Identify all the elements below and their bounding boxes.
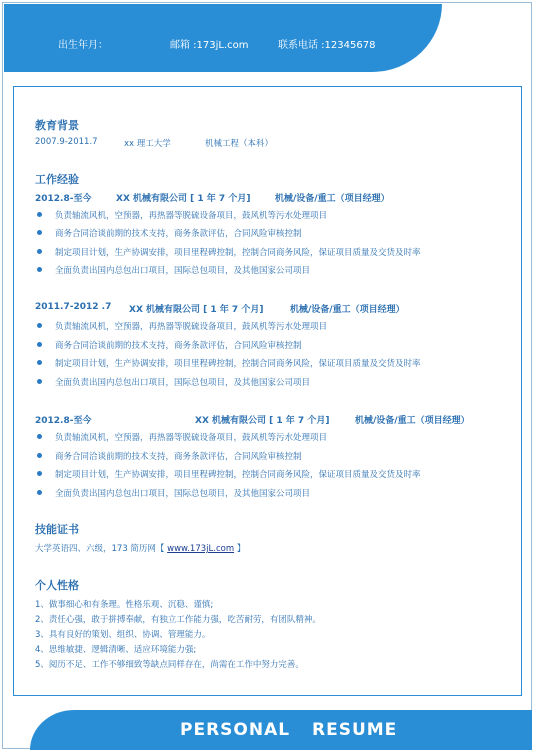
skills-text: 大学英语四、六级，173 简历网【 bbox=[35, 544, 165, 554]
job-period: 2011.7-2012 .7 bbox=[35, 302, 112, 312]
job-period: 2012.8-至今 bbox=[35, 194, 92, 204]
birth-field: 出生年月： bbox=[58, 40, 108, 51]
job-company: XX 机械有限公司 [ 1 年 7 个月] bbox=[116, 194, 251, 204]
phone-field: 联系电话 :12345678 bbox=[278, 40, 376, 51]
job-duty: 商务合同洽谈前期的技术支持，商务条款评估，合同风险审核控制 bbox=[55, 341, 302, 351]
job-duty: 全面负责出国内总包出口项目，国际总包项目，及其他国家公司项目 bbox=[55, 266, 311, 276]
job-duty: 全面负责出国内总包出口项目，国际总包项目，及其他国家公司项目 bbox=[55, 489, 311, 499]
bullet-dot bbox=[37, 230, 42, 235]
job-duty: 全面负责出国内总包出口项目，国际总包项目，及其他国家公司项目 bbox=[55, 378, 311, 388]
footer-word-resume: RESUME bbox=[312, 720, 398, 740]
bullet-dot bbox=[37, 212, 42, 217]
job-duty: 制定项目计划，生产协调安排，项目里程碑控制，控制合同商务风险，保证项目质量及交货及时率 bbox=[55, 470, 421, 480]
personality-title: 个人性格 bbox=[35, 579, 79, 592]
education-major: 机械工程（本科） bbox=[205, 139, 274, 149]
job-role: 机械/设备/重工（项目经理） bbox=[275, 194, 390, 204]
skills-close: 】 bbox=[236, 544, 246, 554]
skills-title: 技能证书 bbox=[35, 523, 79, 536]
bullet-dot bbox=[37, 471, 42, 476]
skills-link[interactable]: www.173jL.com bbox=[167, 544, 235, 554]
job-duty: 制定项目计划，生产协调安排，项目里程碑控制，控制合同商务风险，保证项目质量及交货及时率 bbox=[55, 359, 421, 369]
job-role: 机械/设备/重工（项目经理） bbox=[290, 305, 405, 315]
email-field: 邮箱 :173jL.com bbox=[170, 40, 249, 51]
job-duty: 负责轴流风机，空预器，再热器等脱硫设备项目，鼓风机等污水处理项目 bbox=[55, 433, 328, 443]
bullet-dot bbox=[37, 453, 42, 458]
job-duty: 负责轴流风机，空预器，再热器等脱硫设备项目，鼓风机等污水处理项目 bbox=[55, 211, 328, 221]
personality-item: 1、做事细心和有条理。性格乐观、沉稳、谨慎; bbox=[35, 600, 214, 610]
education-title: 教育背景 bbox=[35, 119, 79, 132]
education-school: xx 理工大学 bbox=[124, 139, 171, 149]
footer-word-personal: PERSONAL bbox=[180, 720, 291, 740]
job-duty: 制定项目计划，生产协调安排，项目里程碑控制，控制合同商务风险，保证项目质量及交货及时率 bbox=[55, 248, 421, 258]
bullet-dot bbox=[37, 249, 42, 254]
education-period: 2007.9-2011.7 bbox=[35, 137, 98, 147]
personality-item: 3、具有良好的策划、组织、协调、管理能力。 bbox=[35, 630, 211, 640]
bullet-dot bbox=[37, 267, 42, 272]
job-period: 2012.8-至今 bbox=[35, 416, 92, 426]
job-duty: 负责轴流风机，空预器，再热器等脱硫设备项目，鼓风机等污水处理项目 bbox=[55, 322, 328, 332]
bullet-dot bbox=[37, 434, 42, 439]
bullet-dot bbox=[37, 379, 42, 384]
work-title: 工作经验 bbox=[35, 173, 79, 186]
bullet-dot bbox=[37, 323, 42, 328]
job-duty: 商务合同洽谈前期的技术支持，商务条款评估，合同风险审核控制 bbox=[55, 452, 302, 462]
personality-item: 2、责任心强，敢于拼搏奉献，有独立工作能力强，吃苦耐劳，有团队精神。 bbox=[35, 615, 321, 625]
job-duty: 商务合同洽谈前期的技术支持，商务条款评估，合同风险审核控制 bbox=[55, 229, 302, 239]
personality-item: 5、阅历不足、工作不够细致等缺点同样存在，尚需在工作中努力完善。 bbox=[35, 660, 304, 670]
bullet-dot bbox=[37, 490, 42, 495]
bullet-dot bbox=[37, 360, 42, 365]
job-company: XX 机械有限公司 [ 1 年 7 个月] bbox=[195, 416, 330, 426]
skills-line bbox=[35, 542, 245, 554]
personality-item: 4、思维敏捷、逻辑清晰、适应环境能力强; bbox=[35, 645, 197, 655]
bullet-dot bbox=[37, 342, 42, 347]
job-company: XX 机械有限公司 [ 1 年 7 个月] bbox=[129, 305, 264, 315]
job-role: 机械/设备/重工（项目经理） bbox=[355, 416, 470, 426]
